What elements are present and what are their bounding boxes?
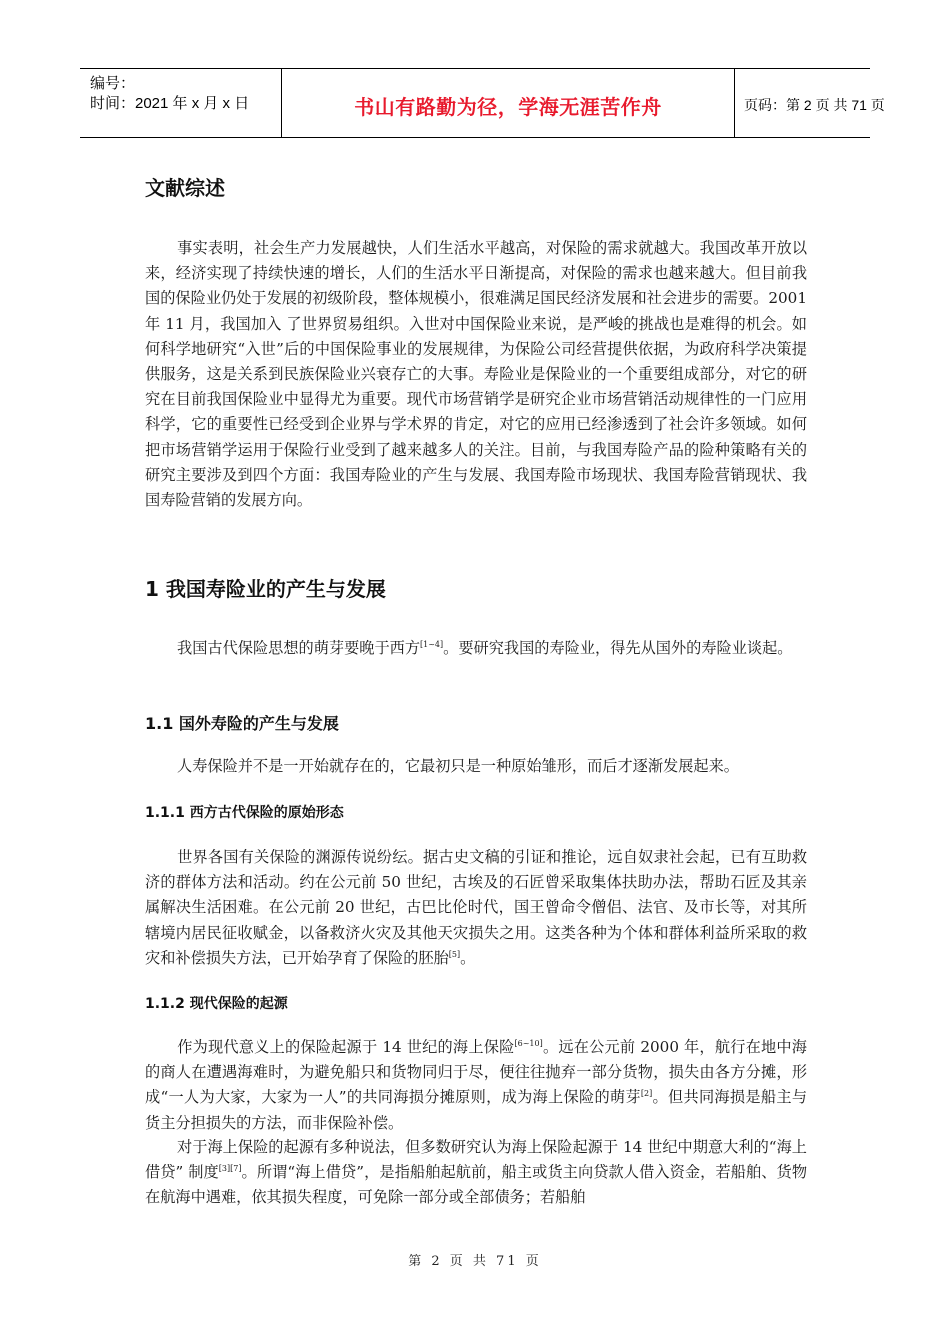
section-1-heading: 1 我国寿险业的产生与发展 — [145, 577, 386, 601]
header-motto-cell — [281, 69, 735, 137]
document-time-label: 时间：2021 年 x 月 x 日 — [90, 95, 250, 112]
document-number-label: 编号： — [90, 75, 136, 92]
section-1-paragraph: 我国古代保险思想的萌芽要晚于西方[1~4]。要研究我国的寿险业，得先从国外的寿险业谈起。 — [177, 639, 793, 657]
section-1-1-heading: 1.1 国外寿险的产生与发展 — [145, 714, 339, 733]
section-1-1-1-paragraph: 世界各国有关保险的渊源传说纷纭。据古史文稿的引证和推论，远自奴隶社会起，已有互助救济的群体方法和活动。约在公元前 50 世纪，古埃及的石匠曾采取集体扶助办法，帮助石匠及其亲属解决生活困难。在公元前 20 世纪，古巴比伦时代，国王曾命令僧侣、法官、及市长等，对其所辖境内居民征收赋金，以备救济火灾及其他天灾损失之用。这类各种为个体和群体利益所采取的救灾和补偿损失方法，已开始孕育了保险的胚胎[5]。 — [145, 848, 807, 967]
document-header — [80, 68, 885, 138]
citation: [5] — [448, 949, 461, 959]
section-1-1-1-heading: 1.1.1 西方古代保险的原始形态 — [145, 805, 344, 821]
section-1-1-2-heading: 1.1.2 现代保险的起源 — [145, 996, 288, 1012]
page-footer: 第 2 页 共 71 页 — [408, 1254, 542, 1269]
section-1-1-2-paragraph-2: 对于海上保险的起源有多种说法，但多数研究认为海上保险起源于 14 世纪中期意大利的“海上借贷” 制度[3][7]。所谓“海上借贷”，是指船舶起航前，船主或货主向贷款人借入资金，若船舶、货物在航海中遇难，依其损失程度，可免除一部分或全部债务；若船舶 — [145, 1138, 808, 1207]
section-1-1-2-paragraph-1: 作为现代意义上的保险起源于 14 世纪的海上保险[6~10]。远在公元前 2000 年，航行在地中海的商人在遭遇海难时，为避免船只和货物同归于尽，便往往抛弃一部分货物，损失由各方分摊，形成“一人为大家，大家为一人”的共同海损分摊原则，成为海上保险的萌芽[2]。但共同海损是船主与货主分担损失的方法，而非保险补偿。 — [145, 1038, 808, 1132]
header-page-info: 页码：第 2 页 共 71 页 — [744, 97, 885, 113]
citation: [3][7] — [218, 1164, 242, 1174]
citation: [6~10] — [514, 1039, 543, 1048]
section-1-1-paragraph: 人寿保险并不是一开始就存在的，它最初只是一种原始雏形，而后才逐渐发展起来。 — [177, 757, 739, 775]
citation: [2] — [640, 1089, 653, 1099]
header-page-cell — [734, 69, 885, 137]
citation: [1~4] — [420, 640, 444, 649]
intro-paragraph: 事实表明，社会生产力发展越快，人们生活水平越高，对保险的需求就越大。我国改革开放以来，经济实现了持续快速的增长，人们的生活水平日渐提高，对保险的需求也越来越大。但目前我国的保险业仍处于发展的初级阶段，整体规模小，很难满足国民经济发展和社会进步的需要。2001 年 11 月，我国加入 了世界贸易组织。入世对中国保险业来说，是严峻的挑战也是难得的机会。如何科学地研究“入世”后的中国保险事业的发展规律，为保险公司经营提供依据，为政府科学决策提供服务，这是关系到民族保险业兴衰存亡的大事。寿险业是保险业的一个重要组成部分，对它的研究在目前我国保险业中显得尤为重要。现代市场营销学是研究企业市场营销活动规律性的一门应用科学，它的重要性已经受到企业界与学术界的肯定，对它的应用已经渗透到了社会许多领域。如何把市场营销学运用于保险行业受到了越来越多人的关注。目前，与我国寿险产品的险种策略有关的研究主要涉及到四个方面：我国寿险业的产生与发展、我国寿险市场现状、我国寿险营销现状、我国寿险营销的发展方向。 — [145, 239, 807, 510]
header-meta-cell — [80, 69, 280, 137]
page-title: 文献综述 — [145, 176, 225, 200]
header-motto: 书山有路勤为径，学海无涯苦作舟 — [354, 95, 662, 119]
